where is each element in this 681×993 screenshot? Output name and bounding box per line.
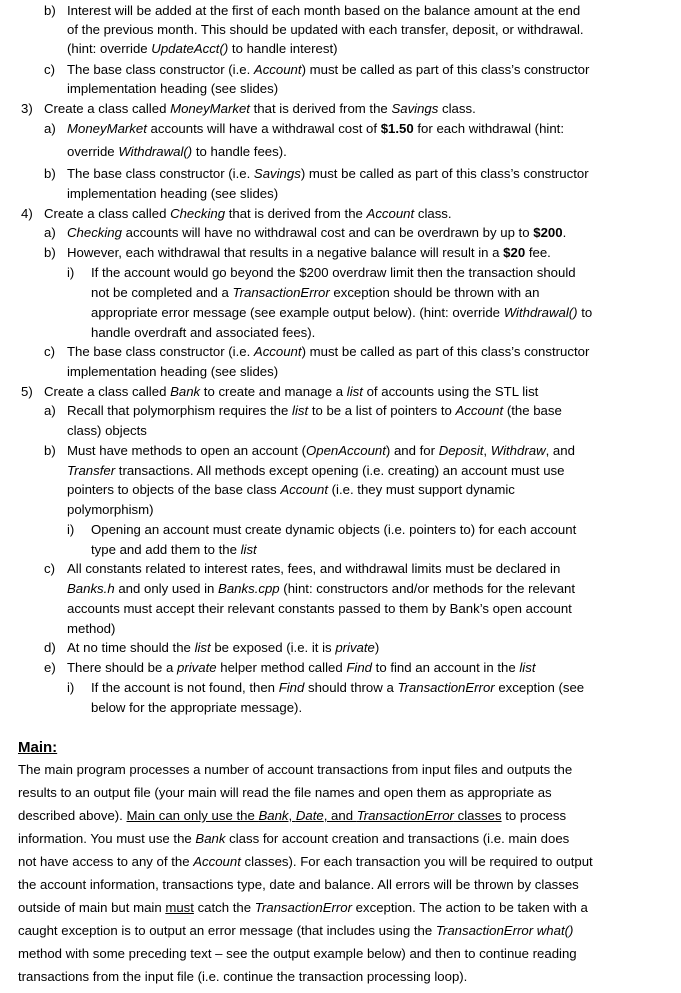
paragraph-line: information. You must use the Bank class for account creation and transactions (i.e. main does <box>18 831 570 846</box>
list-text: Opening an account must create dynamic objects (i.e. pointers to) for each account <box>91 522 577 537</box>
list-text: Create a class called Bank to create and manage a list of accounts using the STL list <box>44 384 539 399</box>
list-text: override Withdrawal() to handle fees). <box>67 144 287 159</box>
list-label: a) <box>44 403 56 418</box>
section-heading-main: Main: <box>18 739 58 756</box>
paragraph-line: outside of main but main must catch the TransactionError exception. The action to be taken with a <box>18 900 588 915</box>
list-text: If the account is not found, then Find should throw a TransactionError exception (see <box>91 680 585 695</box>
paragraph-line: The main program processes a number of account transactions from input files and outputs the <box>18 762 573 777</box>
list-text: implementation heading (see slides) <box>67 186 279 201</box>
paragraph-line: described above). Main can only use the Bank, Date, and TransactionError classes to process <box>18 808 567 823</box>
list-text: of the previous month. This should be updated with each transfer, deposit, or withdrawal. <box>67 22 584 37</box>
list-label: b) <box>44 443 56 458</box>
paragraph-line: not have access to any of the Account classes). For each transaction you will be required to output <box>18 854 593 869</box>
list-text: However, each withdrawal that results in a negative balance will result in a $20 fee. <box>67 245 551 260</box>
list-label: c) <box>44 344 55 359</box>
list-text: Recall that polymorphism requires the list to be a list of pointers to Account (the base <box>67 403 562 418</box>
list-text: All constants related to interest rates, fees, and withdrawal limits must be declared in <box>67 561 561 576</box>
list-text: Create a class called Checking that is derived from the Account class. <box>44 206 452 221</box>
list-label: d) <box>44 640 56 655</box>
list-text: method) <box>67 621 116 636</box>
list-text: polymorphism) <box>67 502 154 517</box>
list-text: type and add them to the list <box>91 542 257 557</box>
list-text: The base class constructor (i.e. Account) must be called as part of this class’s constructor <box>67 344 590 359</box>
list-label: b) <box>44 3 56 18</box>
list-text: class) objects <box>67 423 147 438</box>
list-text: implementation heading (see slides) <box>67 81 279 96</box>
list-text: Must have methods to open an account (OpenAccount) and for Deposit, Withdraw, and <box>67 443 575 458</box>
list-sublabel: i) <box>67 265 75 280</box>
list-label: e) <box>44 660 56 675</box>
paragraph-line: method with some preceding text – see the output example below) and then to continue reading <box>18 946 577 961</box>
list-text: MoneyMarket accounts will have a withdrawal cost of $1.50 for each withdrawal (hint: <box>67 121 564 136</box>
list-label: c) <box>44 62 55 77</box>
list-text: below for the appropriate message). <box>91 700 303 715</box>
list-text: Transfer transactions. All methods except opening (i.e. creating) an account must use <box>67 463 565 478</box>
list-sublabel: i) <box>67 522 75 537</box>
list-text: If the account would go beyond the $200 overdraw limit then the transaction should <box>91 265 576 280</box>
list-label: a) <box>44 121 56 136</box>
paragraph-line: the account information, transactions type, date and balance. All errors will be thrown by classes <box>18 877 579 892</box>
list-text: Interest will be added at the first of each month based on the balance amount at the end <box>67 3 581 18</box>
list-number: 3) <box>21 101 33 116</box>
list-text: pointers to objects of the base class Account (i.e. they must support dynamic <box>67 482 515 497</box>
list-text: There should be a private helper method called Find to find an account in the list <box>67 660 536 675</box>
list-text: (hint: override UpdateAcct() to handle interest) <box>67 41 338 56</box>
paragraph-line: transactions from the input file (i.e. continue the transaction processing loop). <box>18 969 468 984</box>
list-text: The base class constructor (i.e. Account) must be called as part of this class’s constructor <box>67 62 590 77</box>
list-label: b) <box>44 166 56 181</box>
list-label: a) <box>44 225 56 240</box>
list-text: handle overdraft and associated fees). <box>91 325 316 340</box>
list-text: accounts must accept their relevant constants passed to them by Bank’s open account <box>67 601 572 616</box>
list-text: The base class constructor (i.e. Savings) must be called as part of this class’s constructor <box>67 166 589 181</box>
list-text: At no time should the list be exposed (i.e. it is private) <box>67 640 380 655</box>
list-text: implementation heading (see slides) <box>67 364 279 379</box>
list-text: Create a class called MoneyMarket that is derived from the Savings class. <box>44 101 476 116</box>
paragraph-line: results to an output file (your main will read the file names and open them as appropriate as <box>18 785 552 800</box>
list-label: c) <box>44 561 55 576</box>
list-text: appropriate error message (see example output below). (hint: override Withdrawal() to <box>91 305 593 320</box>
list-number: 4) <box>21 206 33 221</box>
list-number: 5) <box>21 384 33 399</box>
list-text: Banks.h and only used in Banks.cpp (hint: constructors and/or methods for the relevant <box>67 581 576 596</box>
paragraph-line: caught exception is to output an error message (that includes using the TransactionError what() <box>18 923 574 938</box>
list-label: b) <box>44 245 56 260</box>
list-text: not be completed and a TransactionError exception should be thrown with an <box>91 285 540 300</box>
list-sublabel: i) <box>67 680 75 695</box>
list-text: Checking accounts will have no withdrawal cost and can be overdrawn by up to $200. <box>67 225 567 240</box>
